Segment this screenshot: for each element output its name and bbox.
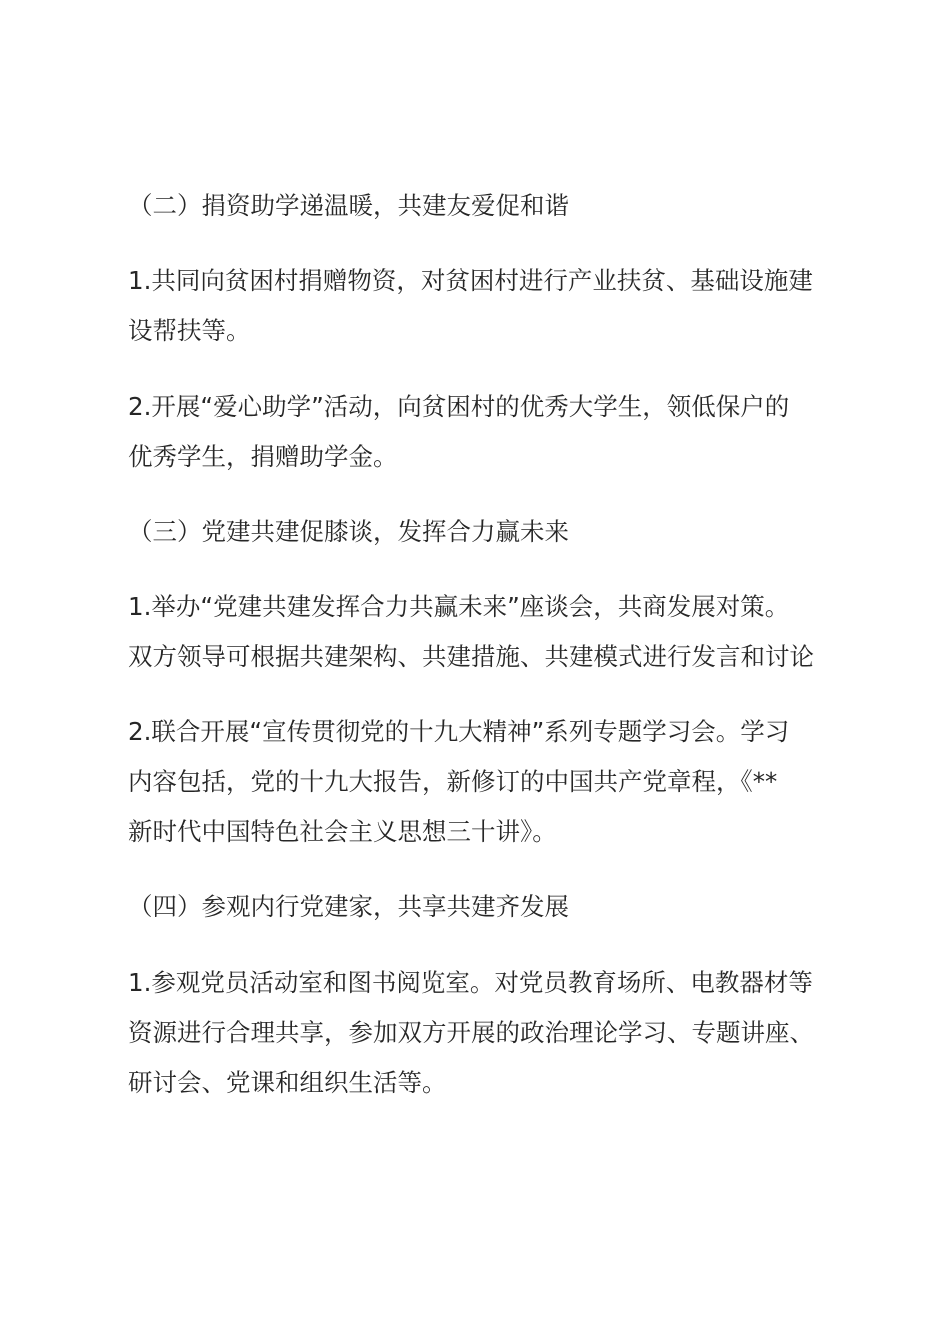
paragraph-3-1	[128, 582, 868, 682]
text-line: 新时代中国特色社会主义思想三十讲》。	[128, 817, 557, 846]
text-line: 2.联合开展“宣传贯彻党的十九大精神”系列专题学习会。学习	[128, 717, 790, 746]
text-line: （二）捐资助学递温暖，共建友爱促和谐	[128, 191, 569, 220]
text-line: 2.开展“爱心助学”活动，向贫困村的优秀大学生，领低保户的	[128, 392, 790, 421]
section-heading-2	[128, 181, 868, 231]
text-line: 内容包括，党的十九大报告，新修订的中国共产党章程，《**	[128, 767, 778, 796]
text-line: 双方领导可根据共建架构、共建措施、共建模式进行发言和讨论	[128, 642, 814, 671]
text-line: （四）参观内行党建家，共享共建齐发展	[128, 892, 569, 921]
text-line: 资源进行合理共享，参加双方开展的政治理论学习、专题讲座、	[128, 1018, 814, 1047]
paragraph-2-1	[128, 256, 868, 356]
text-line: 设帮扶等。	[128, 316, 251, 345]
section-heading-3	[128, 507, 868, 557]
section-heading-4	[128, 882, 868, 932]
text-line: 1.参观党员活动室和图书阅览室。对党员教育场所、电教器材等	[128, 968, 813, 997]
text-line: 研讨会、党课和组织生活等。	[128, 1068, 447, 1097]
paragraph-2-2	[128, 382, 868, 482]
paragraph-3-2	[128, 707, 868, 857]
text-line: 优秀学生，捐赠助学金。	[128, 442, 398, 471]
paragraph-4-1	[128, 958, 868, 1108]
text-line: 1.共同向贫困村捐赠物资，对贫困村进行产业扶贫、基础设施建	[128, 266, 813, 295]
text-line: 1.举办“党建共建发挥合力共赢未来”座谈会，共商发展对策。	[128, 592, 790, 621]
text-line: （三）党建共建促膝谈，发挥合力赢未来	[128, 517, 569, 546]
